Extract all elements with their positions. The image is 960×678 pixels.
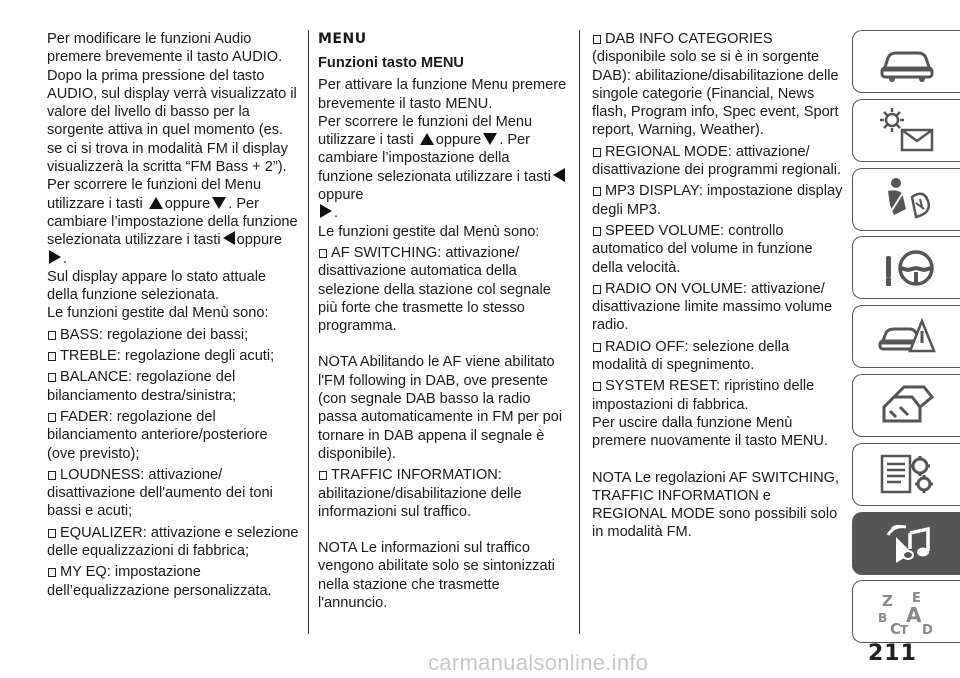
section-heading: MENU <box>318 31 367 47</box>
list-item: AF SWITCHING: attivazione/ disattivazione automatica della selezione della stazione col segnale più forte che trasmette lo stesso programma. <box>318 244 551 335</box>
list-item: DAB INFO CATEGORIES (disponibile solo se si è in sorgente DAB): abilitazione/disabilitazione delle singole categorie (Financial, News flash, Program info, Spec event, Sport report, Warning, Weather). <box>592 31 839 139</box>
bullet-box-icon <box>48 413 56 422</box>
paragraph-status: Sul display appare lo stato attuale della funzione selezionata. <box>47 268 267 304</box>
bullet-box-icon <box>319 471 327 480</box>
index-letter: E <box>911 590 921 606</box>
paragraph-menu-activate: Per attivare la funzione Menu premere brevemente il tasto MENU. <box>318 77 567 112</box>
list-item: SYSTEM RESET: ripristino delle impostazioni di fabbrica. <box>592 378 815 413</box>
chapter-tabs <box>852 30 960 649</box>
bullet-box-icon <box>593 148 601 157</box>
paragraph-menu-scroll: Per scorrere le funzioni del Menu utilizzare i tasti oppure . Per cambiare l’impostazione della funzione selezionata utilizzare i tastioppure . <box>318 113 568 223</box>
index-letter: A <box>905 602 921 627</box>
column-middle <box>318 30 568 612</box>
bullet-box-icon <box>593 227 601 236</box>
column-right <box>592 30 847 542</box>
paragraph-functions-intro: Le funzioni gestite dal Menù sono: <box>318 223 540 240</box>
paragraph-scroll: Per scorrere le funzioni del Menu utilizzare i tasti oppure . Per cambiare l’impostazione della funzione selezionata utilizzare i tasti oppure . <box>47 177 298 267</box>
tab-multimedia[interactable] <box>852 512 960 575</box>
list-item: REGIONAL MODE: attivazione/ disattivazione dei programmi regionali. <box>592 143 842 179</box>
paragraph-functions-intro: Le funzioni gestite dal Menù sono: <box>47 305 269 322</box>
index-letter: T <box>899 622 908 636</box>
seatbelt-safety-icon <box>876 175 938 223</box>
arrow-left-icon <box>223 231 235 245</box>
list-item: RADIO ON VOLUME: attivazione/ disattivazione limite massimo volume radio. <box>592 280 833 334</box>
bullet-box-icon <box>48 568 56 577</box>
paragraph-audio: Per modificare le funzioni Audio premere brevemente il tasto AUDIO. Dopo la prima pressione del tasto AUDIO, sul display verrà visualizzato il valore del livello di basso per la sorgente attiva in quel momento (es. se ci si trova in modalità FM il display visualizzerà la scritta “FM Bass + 2”). <box>47 31 297 176</box>
tab-breakdown[interactable] <box>852 305 960 368</box>
index-letter: Z <box>881 591 893 610</box>
bullet-box-icon <box>48 471 56 480</box>
car-icon <box>876 38 938 86</box>
bullet-box-icon <box>48 352 56 361</box>
list-item: BALANCE: regolazione del bilanciamento destra/sinistra; <box>47 369 236 404</box>
bullet-box-icon <box>48 373 56 382</box>
bullet-box-icon <box>593 285 601 294</box>
note-regulations: NOTA Le regolazioni AF SWITCHING, TRAFFIC INFORMATION e REGIONAL MODE sono possibili solo in modalità FM. <box>592 469 840 541</box>
tab-data[interactable] <box>852 443 960 506</box>
tab-steering[interactable] <box>852 236 960 299</box>
list-item: RADIO OFF: selezione della modalità di spegnimento. <box>592 338 790 374</box>
tab-car[interactable] <box>852 30 960 93</box>
bullet-box-icon <box>593 35 601 44</box>
list-item: EQUALIZER: attivazione e selezione delle equalizzazioni di fabbrica; <box>47 524 299 560</box>
arrow-right-icon <box>320 204 332 218</box>
list-item: SPEED VOLUME: controllo automatico del volume in funzione della velocità. <box>592 222 813 276</box>
arrow-down-icon <box>212 197 226 209</box>
arrow-down-icon <box>483 133 497 145</box>
bullet-box-icon <box>593 343 601 352</box>
steering-wheel-icon <box>876 244 938 292</box>
column-left <box>47 30 299 600</box>
note-traffic: NOTA Le informazioni sul traffico vengono abilitate solo se sintonizzati nella stazione che trasmette l'annuncio. <box>318 540 555 612</box>
bullet-box-icon <box>593 187 601 196</box>
bullet-box-icon <box>319 249 327 258</box>
column-divider-2 <box>579 30 580 634</box>
index-letter: B <box>877 610 887 625</box>
page-number: 211 <box>868 641 917 666</box>
dashboard-warning-icon <box>876 106 938 154</box>
index-letter: C <box>889 619 901 636</box>
breakdown-icon <box>876 313 938 361</box>
list-item: MP3 DISPLAY: impostazione display degli MP3. <box>592 183 843 218</box>
watermark: carmanualsonline.info <box>428 650 649 675</box>
arrow-right-icon <box>49 250 61 264</box>
note-af: NOTA Abilitando le AF viene abilitato l'FM following in DAB, ove presente (con segnale DAB basso la radio passa automaticamente in FM per poi tornare in DAB appena il segnale è disponibile). <box>318 354 563 462</box>
multimedia-icon <box>876 519 938 567</box>
list-item: TRAFFIC INFORMATION: abilitazione/disabilitazione delle informazioni sul traffico. <box>318 467 522 520</box>
arrow-up-icon <box>420 133 434 145</box>
tab-dashboard[interactable] <box>852 99 960 162</box>
bullet-box-icon <box>593 382 601 391</box>
technical-data-icon <box>876 450 938 498</box>
paragraph-exit-menu: Per uscire dalla funzione Menù premere nuovamente il tasto MENU. <box>592 414 829 450</box>
list-item: LOUDNESS: attivazione/ disattivazione dell'aumento dei toni bassi e acuti; <box>47 466 273 520</box>
arrow-up-icon <box>149 197 163 209</box>
bullet-box-icon <box>48 331 56 340</box>
list-item: BASS: regolazione dei bassi; <box>47 326 299 344</box>
index-icon <box>876 588 938 636</box>
bullet-box-icon <box>48 529 56 538</box>
column-divider-1 <box>308 30 309 634</box>
index-letter: D <box>921 622 933 636</box>
list-item: TREBLE: regolazione degli acuti; <box>47 347 299 365</box>
subsection-heading: Funzioni tasto MENU <box>318 55 464 71</box>
arrow-left-icon <box>553 168 565 182</box>
list-item: FADER: regolazione del bilanciamento anteriore/posteriore (ove previsto); <box>47 408 268 462</box>
tab-safety[interactable] <box>852 168 960 231</box>
maintenance-icon <box>876 381 938 429</box>
tab-maintenance[interactable] <box>852 374 960 437</box>
tab-index[interactable] <box>852 580 960 643</box>
list-item: MY EQ: impostazione dell’equalizzazione personalizzata. <box>47 564 272 599</box>
